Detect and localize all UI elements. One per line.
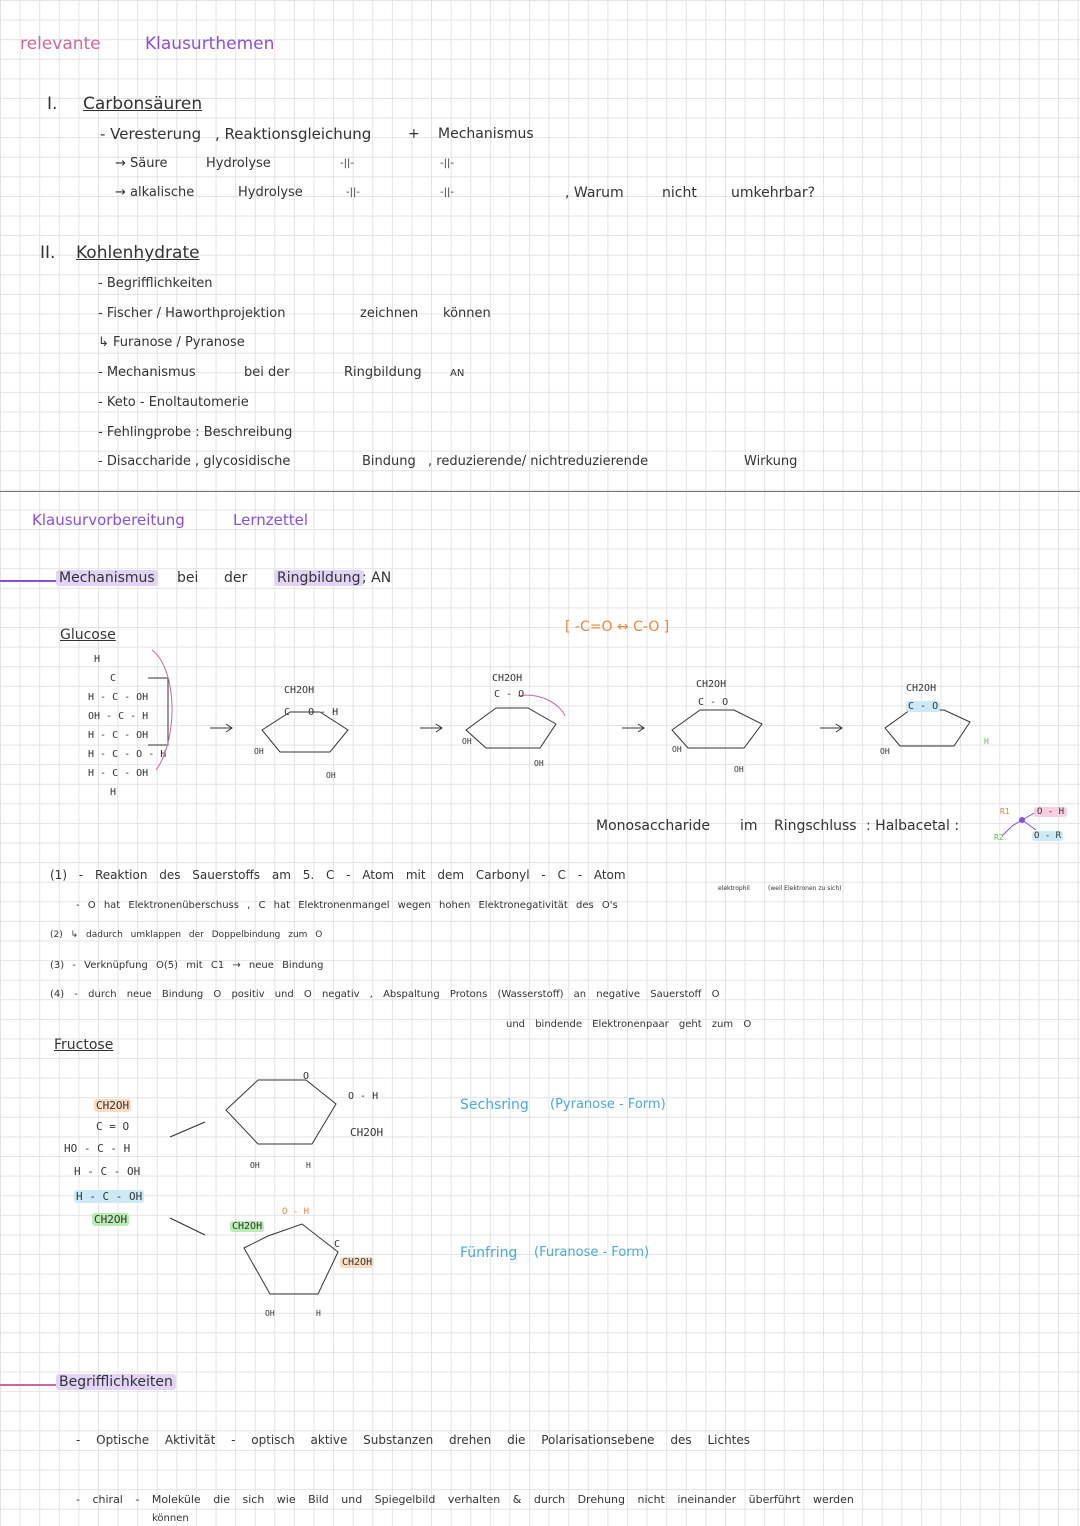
- s1-line3-ditto2: -||-: [440, 187, 454, 198]
- s1-line3-c: , Warum: [565, 185, 624, 201]
- s2-item-2: ↳ Furanose / Pyranose: [98, 335, 245, 350]
- step2-oh: OH: [462, 737, 472, 746]
- s1-line3-d: nicht: [662, 185, 697, 201]
- s1-line2-a: → Säure: [115, 156, 168, 171]
- terms-rule: [0, 1384, 56, 1386]
- mech-heading-text: Mechanismus: [56, 570, 158, 586]
- s2-wirkung: Wirkung: [744, 454, 798, 469]
- acetal-or-wrap: [1032, 832, 1063, 841]
- halbacetal-label: : Halbacetal :: [866, 818, 960, 834]
- section2-number: II.: [40, 243, 56, 263]
- ring6-oh2: OH: [250, 1161, 260, 1170]
- ring6-ch2oh: CH2OH: [350, 1126, 384, 1139]
- step-arrow-1: [210, 724, 232, 732]
- s1-line2-b: Hydrolyse: [206, 156, 271, 171]
- s2-zeichnen: zeichnen: [360, 306, 419, 321]
- step1-oh2: OH: [326, 771, 336, 780]
- step2-ch2oh: CH2OH: [492, 673, 523, 684]
- glucose-f1: C: [110, 673, 117, 684]
- s1-line1-c: Mechanismus: [438, 126, 534, 142]
- resonance: [ -C=O ↔ C-O ]: [565, 619, 670, 635]
- s1-line2-ditto2: -||-: [440, 158, 454, 169]
- fructose-f4: H - C - OH: [76, 1190, 143, 1203]
- ring-step-1: [262, 712, 348, 752]
- fructose-f5: CH2OH: [94, 1213, 128, 1226]
- fructose-f5-wrap: [64, 1210, 144, 1230]
- prep-left: Klausurvorbereitung: [32, 511, 185, 529]
- s1-line3-e: umkehrbar?: [731, 185, 816, 201]
- mono-label: Monosaccharide: [596, 818, 710, 834]
- ring6-o: O: [303, 1071, 310, 1082]
- s2-item-0: - Begrifflichkeiten: [98, 276, 213, 291]
- glucose-label: Glucose: [60, 627, 116, 643]
- fructose-f3: H - C - OH: [74, 1165, 141, 1178]
- s2-beider: bei der: [244, 365, 290, 380]
- step1-oh: OH: [254, 747, 264, 756]
- step-arrow-3: [622, 724, 644, 732]
- terms-line1: - Optische Aktivität - optisch aktive Substanzen drehen die Polarisationsebene des Lichtes: [76, 1433, 751, 1447]
- s2-ringbildung: Ringbildung: [344, 365, 422, 380]
- s1-line3-b: Hydrolyse: [238, 185, 303, 200]
- section1-number: I.: [47, 94, 58, 114]
- step-2: (2) ↳ dadurch umklappen der Doppelbindung zum O: [50, 930, 323, 940]
- ring5-form: (Furanose - Form): [534, 1245, 650, 1260]
- ring5-h: H: [316, 1309, 321, 1318]
- s2-item-1: - Fischer / Haworthprojektion: [98, 306, 286, 321]
- s2-reduz: , reduzierende/ nichtreduzierende: [428, 454, 649, 469]
- step-1a: (1) - Reaktion des Sauerstoffs am 5. C - Atom mit dem Carbonyl - C - Atom: [50, 868, 626, 882]
- ring6-oh: O - H: [348, 1091, 379, 1102]
- step2-c: C - O: [494, 689, 525, 700]
- ring5-oh: O - H: [282, 1207, 310, 1217]
- section1-title: Carbonsäuren: [83, 94, 203, 114]
- ring5-ch2oh: CH2OH: [232, 1221, 263, 1232]
- s2-bindung: Bindung: [362, 454, 416, 469]
- ring6-form: (Pyranose - Form): [550, 1097, 666, 1112]
- glucose-f5: H - C - O - H: [88, 749, 167, 760]
- ring-step-2-arrow: [518, 695, 565, 716]
- glucose-f6: H - C - OH: [88, 768, 149, 779]
- ringschluss-label: Ringschluss: [774, 818, 857, 834]
- step-1b: - O hat Elektronenüberschuss , C hat Elektronenmangel wegen hohen Elektronegativität des O's: [76, 900, 618, 911]
- acetal-oh: O - H: [1034, 807, 1067, 817]
- fructose-ring-6: [226, 1080, 336, 1144]
- glucose-f3: OH - C - H: [88, 711, 149, 722]
- step4-oh: OH: [880, 747, 890, 756]
- glucose-f4: H - C - OH: [88, 730, 149, 741]
- acetal-oh-wrap: [1034, 808, 1067, 817]
- step3-oh: OH: [672, 745, 682, 754]
- s1-line2-ditto1: -||-: [340, 158, 354, 169]
- glucose-f2: H - C - OH: [88, 692, 149, 703]
- fructose-branch-2: [170, 1218, 205, 1235]
- s2-item-6: - Disaccharide , glycosidische: [98, 454, 291, 469]
- section2-title: Kohlenhydrate: [76, 243, 200, 263]
- acetal-center: [1019, 817, 1025, 823]
- s2-item-5: - Fehlingprobe : Beschreibung: [98, 425, 293, 440]
- prep-right: Lernzettel: [233, 511, 308, 529]
- s2-item-3: - Mechanismus: [98, 365, 196, 380]
- fructose-label: Fructose: [54, 1037, 114, 1053]
- step-arrow-2: [420, 724, 442, 732]
- s1-line1-b: , Reaktionsgleichung: [215, 125, 372, 143]
- im-label: im: [740, 818, 758, 834]
- step-arrow-4: [820, 724, 842, 732]
- fructose-ring-5: [244, 1224, 341, 1294]
- ring5-c: C: [334, 1239, 341, 1250]
- step3-c: C - O: [698, 697, 729, 708]
- glucose-red-arrow: [152, 650, 172, 770]
- s2-an: AN: [450, 368, 465, 379]
- step-1-smallb: (weil Elektronen zu sich): [768, 885, 842, 892]
- ring5-ch2oh-wrap: [230, 1222, 264, 1232]
- ring-step-2: [466, 708, 556, 748]
- acetal-or: O - R: [1034, 831, 1062, 841]
- acetal-r2: R2: [994, 833, 1004, 842]
- step-1-small: elektrophil: [718, 885, 750, 892]
- fructose-f2: HO - C - H: [64, 1142, 131, 1155]
- s2-item-4: - Keto - Enoltautomerie: [98, 395, 249, 410]
- s1-line1-plus: +: [408, 126, 420, 142]
- s1-line3-a: → alkalische: [115, 185, 195, 200]
- step4-c: C - O: [908, 701, 939, 712]
- terms-line2: - chiral - Moleküle die sich wie Bild und Spiegelbild verhalten & durch Drehung nicht ineinander überführt werden: [76, 1493, 854, 1506]
- header-right: Klausurthemen: [145, 34, 275, 54]
- fructose-fischer: [64, 1096, 144, 1230]
- glucose-f0: H: [94, 654, 101, 665]
- ring6-name: Sechsring: [460, 1097, 529, 1113]
- step3-oh2: OH: [734, 765, 744, 774]
- step2-oh2: OH: [534, 759, 544, 768]
- mech-an: ; AN: [362, 570, 392, 586]
- terms-heading: Begrifflichkeiten: [56, 1374, 176, 1390]
- step1-c: C - O - H: [284, 707, 339, 718]
- ring6-h: H: [306, 1161, 311, 1170]
- step-4b: und bindende Elektronenpaar geht zum O: [506, 1019, 752, 1030]
- ring5-ch2oh2-wrap: [340, 1258, 374, 1268]
- ring-step-4: [885, 710, 970, 746]
- fructose-f1: C = O: [96, 1120, 130, 1133]
- step4-ch2oh: CH2OH: [906, 683, 937, 694]
- mech-der: der: [224, 570, 248, 586]
- ring5-name: Fünfring: [460, 1245, 518, 1261]
- s1-line3-ditto1: -||-: [346, 187, 360, 198]
- s2-koennen: können: [443, 306, 491, 321]
- s1-line1-a: - Veresterung: [100, 125, 202, 143]
- step1-ch2oh: CH2OH: [284, 685, 315, 696]
- ring5-oh2: OH: [265, 1309, 275, 1318]
- step-4a: (4) - durch neue Bindung O positiv und O negativ , Abspaltung Protons (Wasserstoff) an negative Sauerstoff O: [50, 989, 720, 1000]
- glucose-f7: H: [110, 787, 117, 798]
- step4-c-wrap: [906, 702, 940, 712]
- step4-h: H: [984, 737, 989, 746]
- mech-bei: bei: [177, 570, 199, 586]
- acetal-r1: R1: [1000, 807, 1010, 816]
- terms-heading-wrap: [56, 1375, 176, 1389]
- ring5-ch2oh2: CH2OH: [342, 1257, 373, 1268]
- step-3: (3) - Verknüpfung O(5) mit C1 → neue Bindung: [50, 960, 324, 971]
- fructose-f0-wrap: [64, 1096, 144, 1116]
- glucose-bracket: [148, 678, 168, 745]
- fructose-f0: CH2OH: [96, 1099, 130, 1112]
- fructose-branch-1: [170, 1122, 205, 1137]
- ring-step-3: [672, 710, 762, 748]
- mech-ringbildung: Ringbildung: [274, 570, 364, 586]
- terms-line2b: können: [152, 1513, 189, 1524]
- step3-ch2oh: CH2OH: [696, 679, 727, 690]
- header-left: relevante: [20, 34, 101, 54]
- fructose-f4-wrap: [64, 1184, 144, 1210]
